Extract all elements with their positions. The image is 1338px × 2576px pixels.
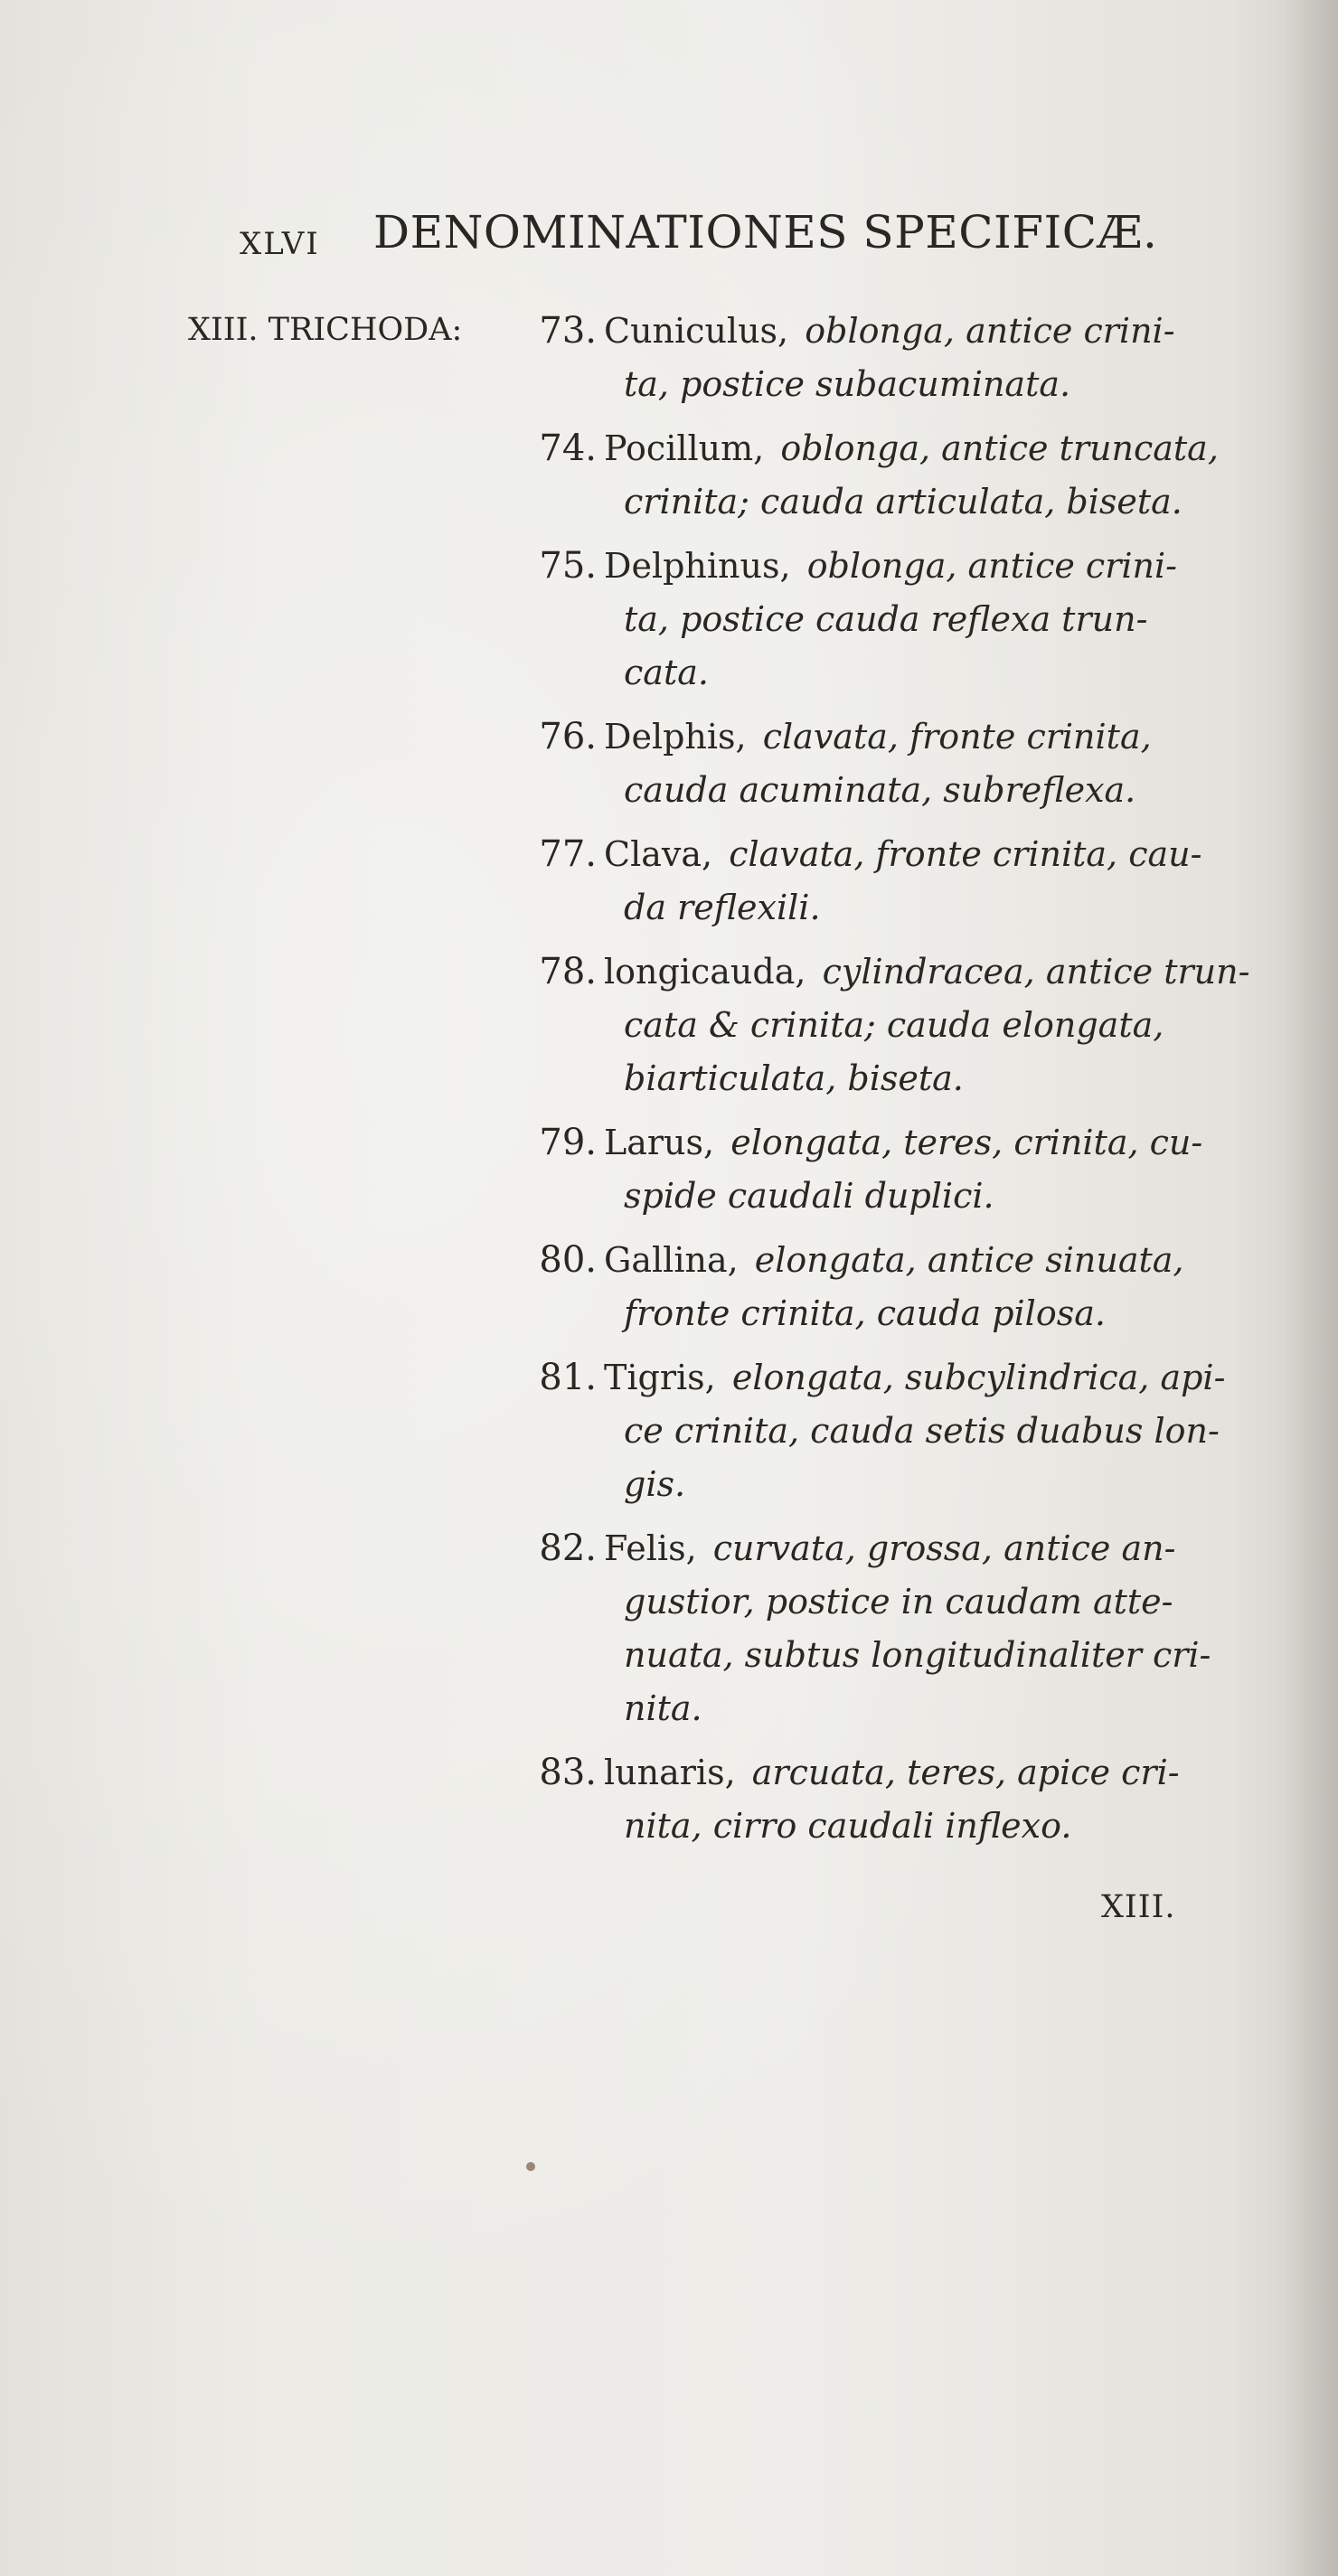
entry-line <box>604 1629 1230 1682</box>
description-text: elongata, teres, crinita, cu- <box>730 1123 1203 1162</box>
paper-speck <box>526 2162 535 2171</box>
entry-number: 77. <box>539 833 597 875</box>
description-text: gis. <box>624 1464 686 1504</box>
genus-label: XIII. TRICHODA: <box>188 312 463 348</box>
entry-line <box>604 1458 1230 1511</box>
entry-text <box>604 1522 1230 1735</box>
description-text: oblonga, antice truncata, <box>780 428 1219 468</box>
description-text: oblonga, antice crini- <box>805 311 1175 351</box>
description-text: biarticulata, biseta. <box>624 1058 964 1098</box>
entry-text <box>604 1746 1230 1853</box>
species-list <box>506 305 1250 1864</box>
entry-number: 78. <box>539 951 597 992</box>
description-text: nita, cirro caudali inflexo. <box>624 1806 1072 1846</box>
entry-line <box>604 1575 1230 1629</box>
description-text: ce crinita, cauda setis duabus lon- <box>624 1411 1220 1451</box>
description-text: oblonga, antice crini- <box>806 546 1178 586</box>
species-entry <box>506 1522 1230 1735</box>
species-entry <box>506 1746 1230 1853</box>
description-text: ta, postice subacuminata. <box>624 364 1071 404</box>
entry-line <box>604 475 1230 529</box>
entry-line <box>604 1052 1230 1105</box>
description-text: cauda acuminata, subreflexa. <box>624 770 1136 810</box>
entry-line <box>604 999 1230 1052</box>
description-text: elongata, antice sinuata, <box>754 1240 1184 1280</box>
entry-text <box>604 305 1230 411</box>
description-text: crinita; cauda articulata, biseta. <box>624 482 1183 522</box>
description-text: cata. <box>624 653 709 692</box>
species-name: Felis, <box>604 1528 697 1568</box>
entry-line <box>604 1234 1230 1287</box>
description-text: clavata, fronte crinita, cau- <box>729 834 1202 874</box>
entry-line <box>604 881 1230 935</box>
species-entry <box>506 1116 1230 1223</box>
page-header <box>240 199 1189 262</box>
species-name: Delphis, <box>604 717 747 757</box>
entry-number: 74. <box>539 428 597 469</box>
entry-number: 81. <box>539 1357 597 1398</box>
entry-line <box>604 945 1250 999</box>
entry-line <box>604 828 1230 881</box>
species-entry <box>506 540 1230 700</box>
catchword: XIII. <box>1101 1889 1176 1925</box>
description-text: clavata, fronte crinita, <box>762 717 1152 757</box>
entry-line <box>604 1287 1230 1340</box>
entry-line <box>604 1405 1230 1458</box>
description-text: nuata, subtus longitudinaliter cri- <box>624 1635 1211 1675</box>
entry-line <box>604 593 1230 646</box>
species-name: Larus, <box>604 1123 715 1162</box>
entry-line <box>604 646 1230 700</box>
entry-line <box>604 1522 1230 1575</box>
description-text: da reflexili. <box>624 888 821 927</box>
entry-line <box>604 1746 1230 1800</box>
entry-line <box>604 710 1230 764</box>
entry-line <box>604 1116 1230 1170</box>
running-title: DENOMINATIONES SPECIFICÆ. <box>373 206 1158 259</box>
entry-text <box>604 828 1230 935</box>
species-entry <box>506 422 1230 529</box>
entry-number: 82. <box>539 1528 597 1569</box>
species-name: Gallina, <box>604 1240 739 1280</box>
description-text: gustior, postice in caudam atte- <box>624 1582 1173 1622</box>
entry-number: 75. <box>539 545 597 587</box>
entry-text <box>604 710 1230 817</box>
species-entry <box>506 1234 1230 1340</box>
entry-number: 79. <box>539 1122 597 1163</box>
description-text: curvata, grossa, antice an- <box>712 1528 1176 1568</box>
entry-line <box>604 764 1230 817</box>
species-entry <box>506 1351 1230 1511</box>
entry-number: 83. <box>539 1752 597 1793</box>
description-text: ta, postice cauda reflexa trun- <box>624 599 1148 639</box>
species-entry <box>506 945 1250 1105</box>
species-name: Pocillum, <box>604 428 765 468</box>
species-entry <box>506 828 1230 935</box>
entry-line <box>604 358 1230 411</box>
entry-line <box>604 1351 1230 1405</box>
entry-text <box>604 1116 1230 1223</box>
species-name: Cuniculus, <box>604 311 789 351</box>
species-name: Delphinus, <box>604 546 791 586</box>
species-entry <box>506 710 1230 817</box>
entry-line <box>604 1682 1230 1735</box>
description-text: spide caudali duplici. <box>624 1176 994 1216</box>
description-text: cylindracea, antice trun- <box>822 952 1250 992</box>
entry-number: 76. <box>539 716 597 757</box>
entry-line <box>604 422 1230 475</box>
species-entry <box>506 305 1230 411</box>
entry-number: 80. <box>539 1239 597 1281</box>
description-text: fronte crinita, cauda pilosa. <box>624 1293 1106 1333</box>
entry-line <box>604 1800 1230 1853</box>
entry-text <box>604 1351 1230 1511</box>
entry-line <box>604 305 1230 358</box>
entry-text <box>604 422 1230 529</box>
species-name: longicauda, <box>604 952 806 992</box>
entry-line <box>604 1170 1230 1223</box>
description-text: nita. <box>624 1688 702 1728</box>
entry-text <box>604 945 1250 1105</box>
species-name: Clava, <box>604 834 713 874</box>
description-text: elongata, subcylindrica, api- <box>731 1358 1226 1397</box>
page-edge-shadow <box>1284 0 1338 2576</box>
entry-text <box>604 540 1230 700</box>
species-name: Tigris, <box>604 1358 716 1397</box>
entry-text <box>604 1234 1230 1340</box>
species-name: lunaris, <box>604 1753 736 1792</box>
description-text: cata & crinita; cauda elongata, <box>624 1005 1164 1045</box>
description-text: arcuata, teres, apice cri- <box>751 1753 1180 1792</box>
entry-number: 73. <box>539 310 597 352</box>
folio-number: XLVI <box>240 226 320 262</box>
entry-line <box>604 540 1230 593</box>
